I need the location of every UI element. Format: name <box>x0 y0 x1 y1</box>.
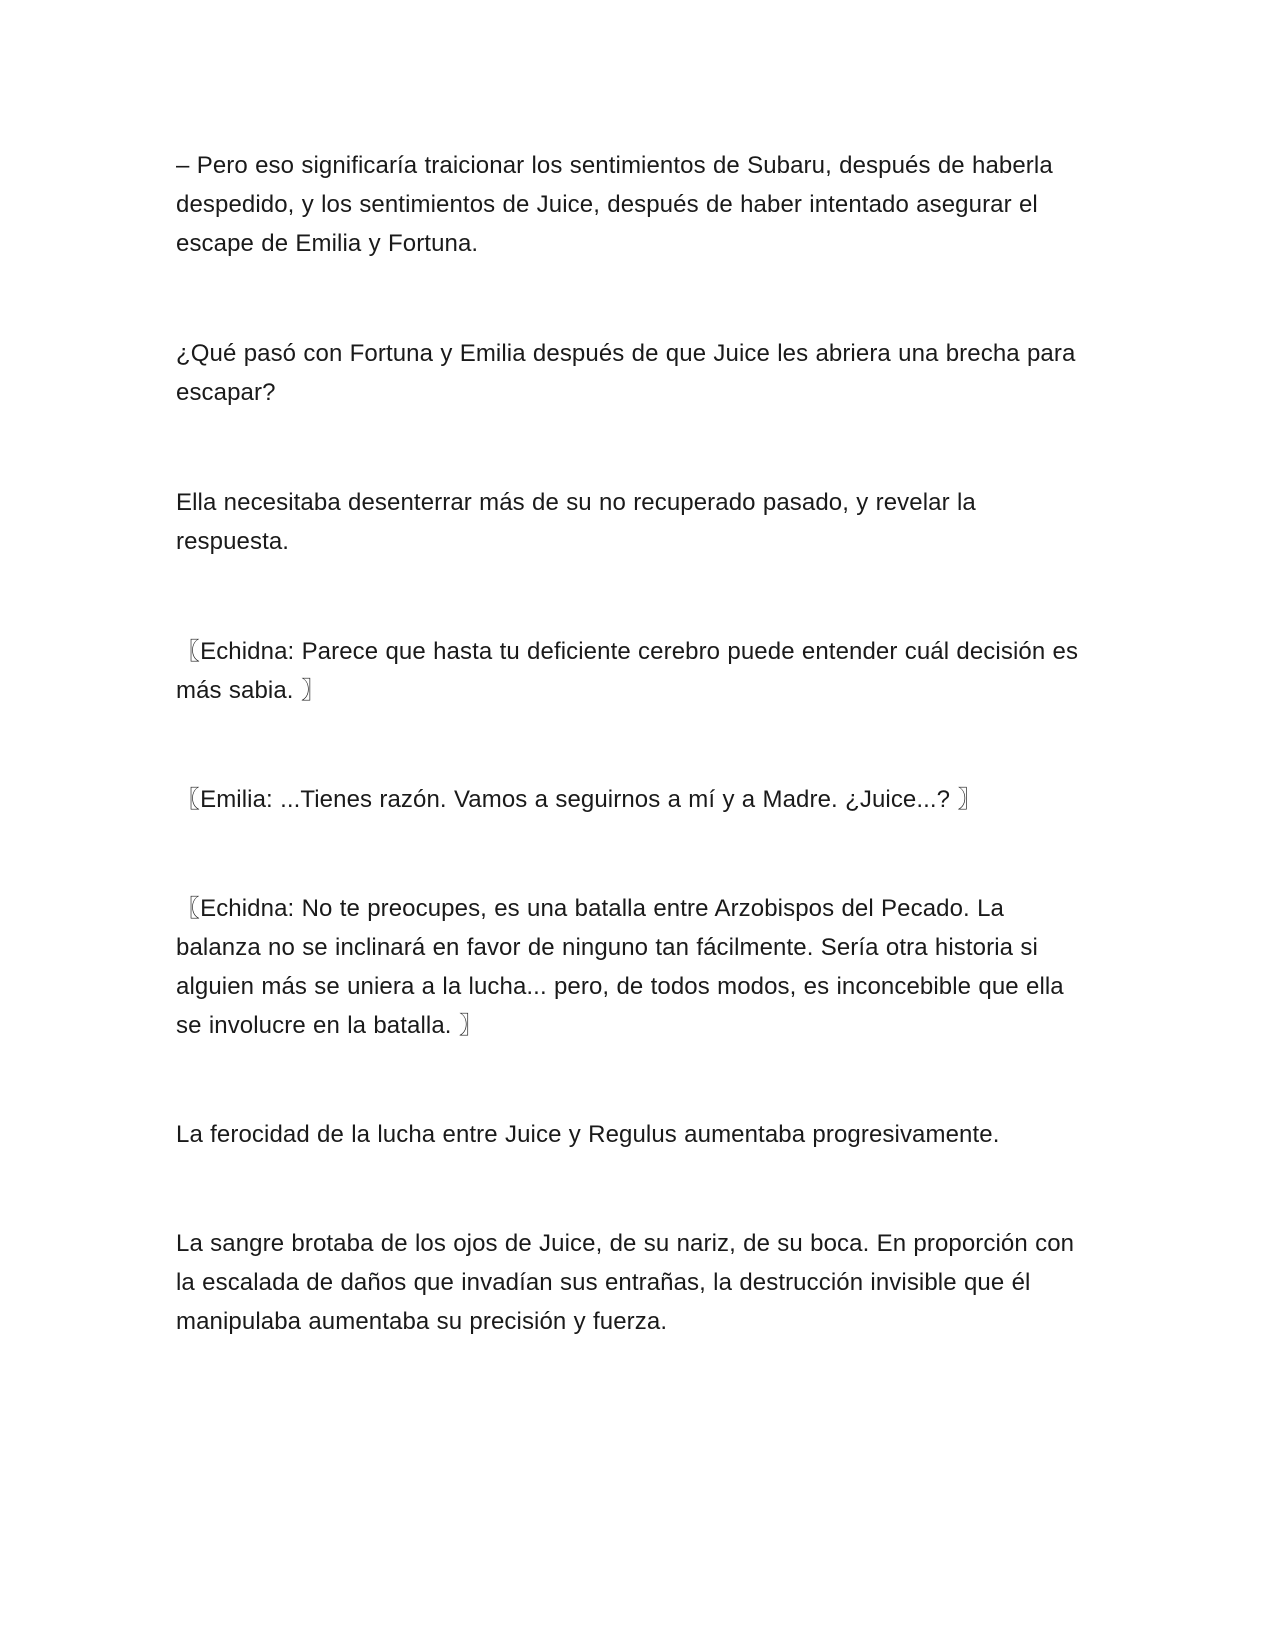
paragraph-3: Ella necesitaba desenterrar más de su no recuperado pasado, y revelar la respuesta. <box>176 489 976 555</box>
paragraph-1: – Pero eso significaría traicionar los sentimientos de Subaru, después de haberla despedido, y los sentimientos de Juice, después de haber intentado asegurar el escape de Emilia y Fortuna. <box>176 152 1053 257</box>
paragraph-7: La ferocidad de la lucha entre Juice y Regulus aumentaba progresivamente. <box>176 1121 1000 1148</box>
paragraph-2: ¿Qué pasó con Fortuna y Emilia después de que Juice les abriera una brecha para escapar? <box>176 340 1076 406</box>
document-body <box>176 146 1096 1341</box>
paragraph-8: La sangre brotaba de los ojos de Juice, de su nariz, de su boca. En proporción con la escalada de daños que invadían sus entrañas, la destrucción invisible que él manipulaba aumentaba su precisión y fuerza. <box>176 1230 1075 1335</box>
dialogue-echidna-2: 〖Echidna: No te preocupes, es una batalla entre Arzobispos del Pecado. La balanza no se inclinará en favor de ninguno tan fácilmente. Sería otra historia si alguien más se uniera a la lucha... pero, de todos modos, es inconcebible que ella se involucre en la batalla. 〗 <box>176 895 1064 1039</box>
dialogue-echidna-1: 〖Echidna: Parece que hasta tu deficiente cerebro puede entender cuál decisión es más sabia. 〗 <box>176 638 1079 704</box>
dialogue-emilia: 〖Emilia: ...Tienes razón. Vamos a seguirnos a mí y a Madre. ¿Juice...? 〗 <box>176 786 982 813</box>
